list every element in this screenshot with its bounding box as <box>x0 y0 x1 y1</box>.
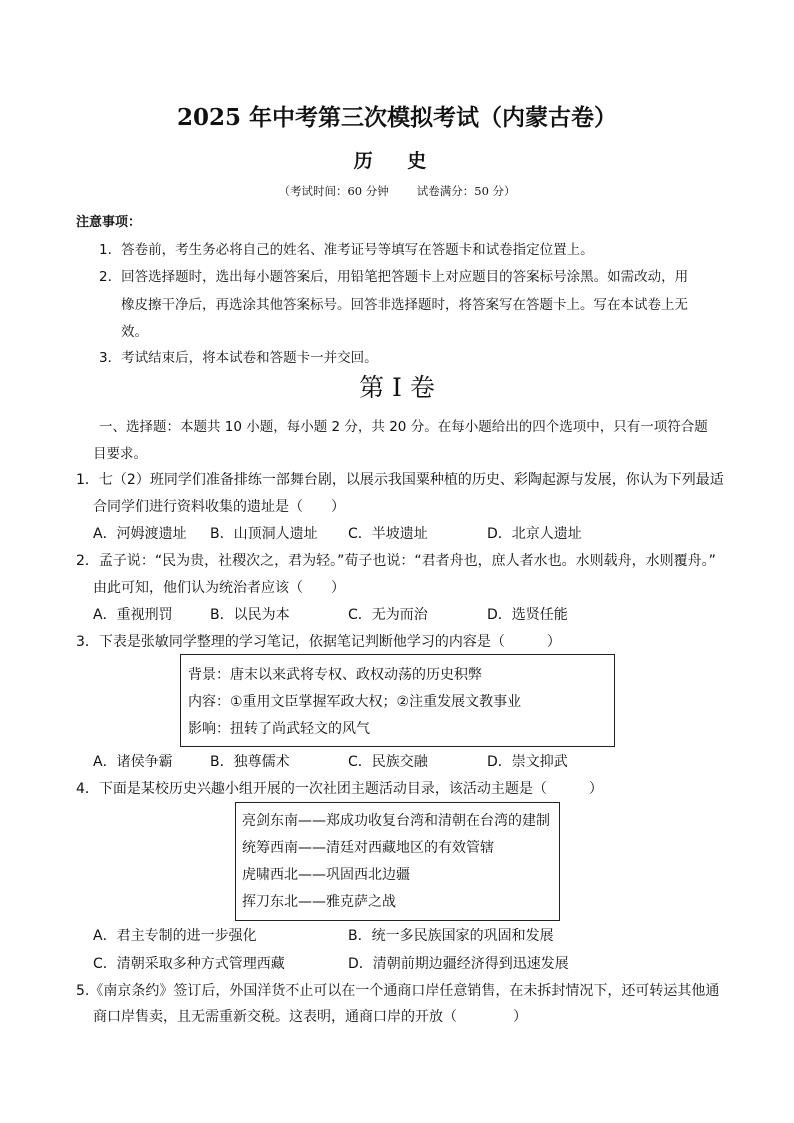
option-a: A．河姆渡遗址 <box>93 526 187 542</box>
question-1-stem-cont: 合同学们进行资料收集的遗址是（ ） <box>93 499 345 515</box>
section-instructions: 一、选择题：本题共 10 小题，每小题 2 分，共 20 分。在每小题给出的四个选项中，只有一项符合题 <box>99 419 708 435</box>
question-5-stem-cont: 商口岸售卖，且无需重新交税。这表明，通商口岸的开放（ ） <box>93 1009 527 1025</box>
question-2-stem: 2．孟子说：“民为贵，社稷次之，君为轻。”荀子也说：“君者舟也，庶人者水也。水则载舟，水则覆舟。” <box>76 553 716 569</box>
notes-line: 背景：唐末以来武将专权、政权动荡的历史积弊 <box>188 667 482 683</box>
subject-title <box>0 146 794 173</box>
catalog-line: 亮剑东南——郑成功收复台湾和清朝在台湾的建制 <box>242 813 550 829</box>
option-b: B．山顶洞人遗址 <box>210 526 318 542</box>
notice-item: 2．回答选择题时，选出每小题答案后，用铅笔把答题卡上对应题目的答案标号涂黑。如需改动，用 <box>99 269 689 285</box>
option-a: A．诸侯争霸 <box>93 754 173 770</box>
option-b: B．以民为本 <box>210 607 290 623</box>
question-3-stem: 3．下表是张敏同学整理的学习笔记，依据笔记判断他学习的内容是（ ） <box>76 634 561 650</box>
volume-heading: 第 I 卷 <box>359 373 435 402</box>
score-label: 试卷满分：50 分） <box>416 184 516 198</box>
question-5-stem: 5.《南京条约》签订后，外国洋货不止可以在一个通商口岸任意销售，在未拆封情况下，还可转运其他通 <box>76 983 720 999</box>
option-a: A．君主专制的进一步强化 <box>93 928 257 944</box>
time-label: （考试时间：60 分钟 <box>278 184 389 198</box>
option-d: D．清朝前期边疆经济得到迅速发展 <box>348 956 569 972</box>
option-c: C．无为而治 <box>348 607 428 623</box>
option-b: B．独尊儒术 <box>210 754 290 770</box>
option-d: D．崇文抑武 <box>487 754 568 770</box>
notes-line: 内容：①重用文臣掌握军政大权；②注重发展文教事业 <box>188 694 522 710</box>
subject-label: 历 史 <box>353 150 441 172</box>
option-d: D．北京人遗址 <box>487 526 582 542</box>
option-b: B．统一多民族国家的巩固和发展 <box>348 928 554 944</box>
option-c: C．民族交融 <box>348 754 428 770</box>
option-a: A．重视刑罚 <box>93 607 173 623</box>
question-2-stem-cont: 由此可知，他们认为统治者应该（ ） <box>93 580 345 596</box>
notice-heading: 注意事项： <box>76 215 142 230</box>
question-4-stem: 4．下面是某校历史兴趣小组开展的一次社团主题活动目录，该活动主题是（ ） <box>76 781 603 797</box>
notice-item: 橡皮擦干净后，再选涂其他答案标号。回答非选择题时，将答案写在答题卡上。写在本试卷上无 <box>121 297 688 313</box>
notes-line: 影响：扭转了尚武轻文的风气 <box>188 721 370 737</box>
option-d: D．选贤任能 <box>487 607 568 623</box>
catalog-line: 虎啸西北——巩固西北边疆 <box>242 867 410 883</box>
option-c: C．半坡遗址 <box>348 526 428 542</box>
option-c: C．清朝采取多种方式管理西藏 <box>93 956 285 972</box>
notice-item: 效。 <box>121 324 148 340</box>
catalog-line: 挥刀东北——雅克萨之战 <box>242 894 396 910</box>
notice-item: 1．答卷前，考生务必将自己的姓名、准考证号等填写在答题卡和试卷指定位置上。 <box>99 242 594 258</box>
exam-meta <box>0 183 794 199</box>
exam-title: 2025 年中考第三次模拟考试（内蒙古卷） <box>176 104 618 131</box>
notice-item: 3．考试结束后，将本试卷和答题卡一并交回。 <box>99 350 378 366</box>
catalog-line: 统筹西南——清廷对西藏地区的有效管辖 <box>242 840 494 856</box>
question-1-stem: 1．七（2）班同学们准备排练一部舞台剧，以展示我国粟种植的历史、彩陶起源与发展，你认为下列最适 <box>76 472 724 488</box>
section-instructions-cont: 目要求。 <box>93 446 147 462</box>
